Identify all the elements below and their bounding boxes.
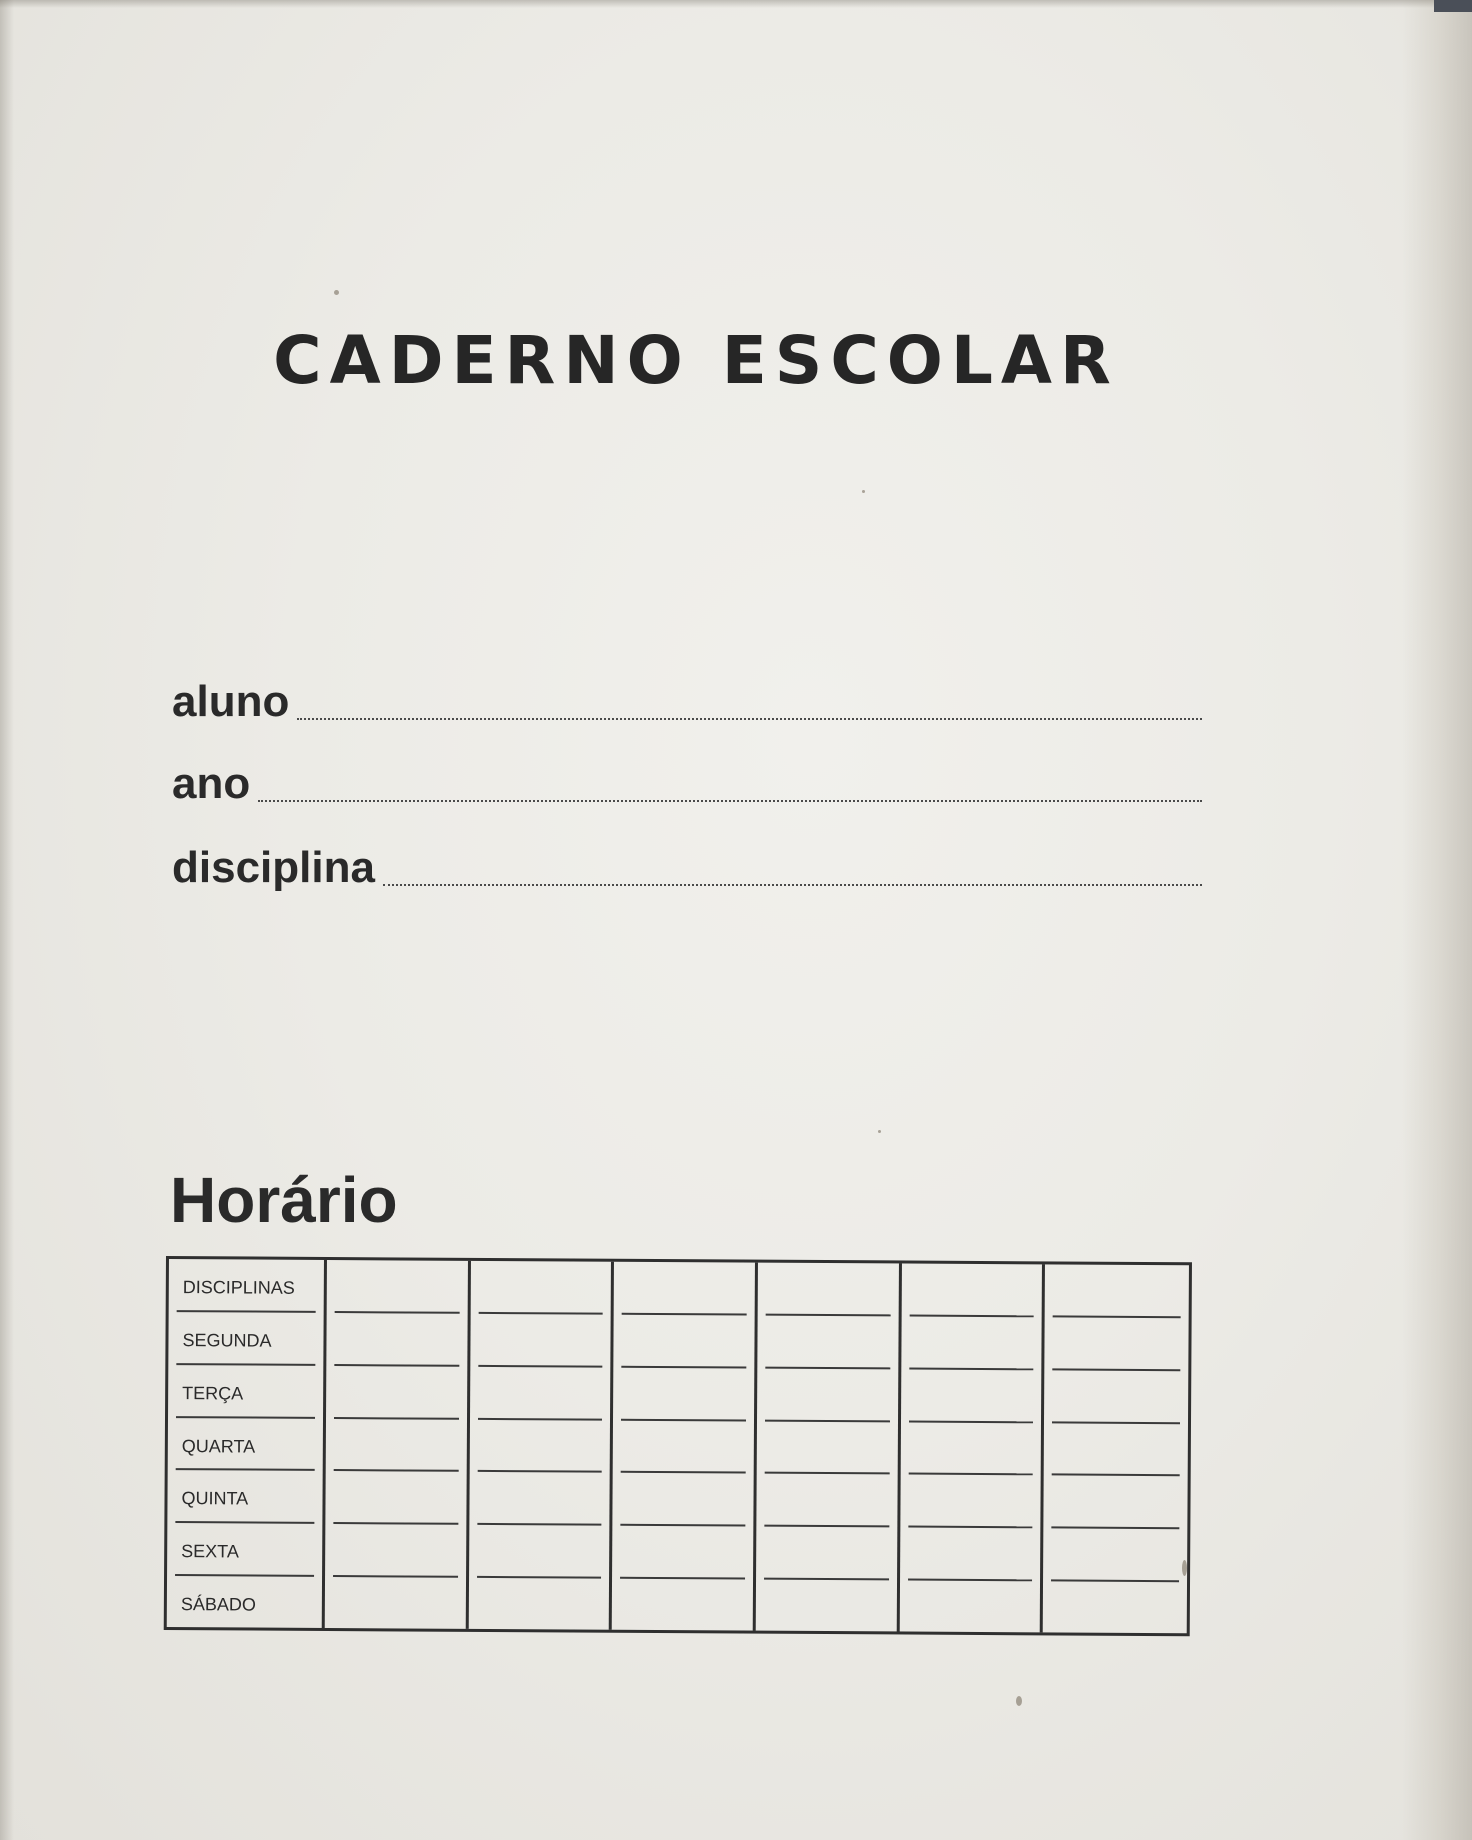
schedule-day-cell [176,1312,315,1366]
schedule-blank-column [612,1262,758,1631]
schedule-day-cell [176,1365,315,1419]
schedule-blank-column [756,1263,902,1632]
schedule-blank-cell[interactable] [478,1314,603,1368]
schedule-day-label: SEGUNDA [182,1329,272,1351]
schedule-blank-cell[interactable] [620,1579,745,1631]
schedule-blank-column [899,1263,1045,1632]
schedule-day-label: QUARTA [181,1435,256,1457]
schedule-day-label: QUINTA [181,1488,249,1509]
schedule-day-label: SÁBADO [180,1594,256,1615]
aluno-line[interactable] [297,718,1202,720]
schedule-blank-cell[interactable] [620,1526,745,1580]
schedule-blank-cell[interactable] [621,1473,746,1527]
schedule-blank-cell[interactable] [477,1472,602,1526]
schedule-blank-cell[interactable] [1052,1476,1180,1530]
schedule-day-cell [176,1418,315,1472]
schedule-blank-cell[interactable] [1052,1370,1180,1424]
schedule-blank-cell[interactable] [766,1263,891,1317]
schedule-blank-cell[interactable] [477,1419,602,1473]
paper-speck [862,490,865,493]
schedule-blank-cell[interactable] [1051,1529,1179,1583]
paper-edge-top [0,0,1472,8]
schedule-header-cell [177,1259,316,1313]
schedule-blank-cell[interactable] [908,1422,1033,1476]
paper-speck [1016,1696,1022,1706]
schedule-blank-cell[interactable] [908,1475,1033,1529]
schedule-table [164,1256,1192,1636]
schedule-blank-cell[interactable] [908,1528,1033,1582]
paper-speck [878,1130,881,1133]
disciplina-label: disciplina [172,843,375,892]
schedule-title: Horário [170,1164,398,1236]
schedule-blank-cell[interactable] [334,1366,459,1420]
aluno-label: aluno [172,677,290,726]
schedule-day-column [167,1259,327,1628]
schedule-blank-cell[interactable] [477,1525,602,1579]
schedule-day-label: TERÇA [182,1382,244,1404]
schedule-blank-cell[interactable] [909,1369,1034,1423]
schedule-blank-cell[interactable] [333,1577,458,1629]
schedule-blank-cell[interactable] [622,1262,747,1316]
page-title: CADERNO ESCOLAR [273,322,1119,399]
schedule-blank-cell[interactable] [334,1313,459,1367]
schedule-blank-cell[interactable] [333,1471,458,1525]
ano-line[interactable] [258,800,1202,802]
schedule-blank-cell[interactable] [1052,1423,1180,1477]
paper-speck [334,290,339,295]
schedule-header-label: DISCIPLINAS [182,1277,295,1298]
schedule-blank-cell[interactable] [333,1524,458,1578]
schedule-blank-column [325,1260,471,1629]
schedule-blank-cell[interactable] [764,1527,889,1581]
schedule-blank-cell[interactable] [478,1261,603,1315]
schedule-blank-cell[interactable] [335,1260,460,1314]
schedule-day-cell [175,1471,314,1525]
schedule-blank-cell[interactable] [765,1421,890,1475]
schedule-blank-cell[interactable] [1053,1317,1181,1371]
aluno-field[interactable] [172,668,1202,728]
schedule-day-cell [175,1523,314,1577]
paper-corner [1434,0,1472,12]
schedule-blank-cell[interactable] [765,1316,890,1370]
ano-field[interactable] [172,750,1202,810]
schedule-blank-cell[interactable] [1053,1264,1181,1318]
paper-edge-left [0,0,14,1840]
ano-label: ano [172,759,251,808]
schedule-blank-cell[interactable] [907,1581,1032,1633]
schedule-blank-cell[interactable] [334,1419,459,1473]
schedule-blank-cell[interactable] [909,1316,1034,1370]
paper-edge-right [1402,0,1472,1840]
schedule-blank-column [468,1261,614,1630]
schedule-blank-cell[interactable] [621,1420,746,1474]
schedule-blank-column [1043,1264,1189,1633]
schedule-blank-cell[interactable] [478,1367,603,1421]
schedule-day-label: SEXTA [181,1541,239,1562]
disciplina-field[interactable] [172,834,1202,894]
schedule-blank-cell[interactable] [476,1578,601,1630]
schedule-blank-cell[interactable] [764,1474,889,1528]
schedule-blank-cell[interactable] [765,1368,890,1422]
schedule-blank-cell[interactable] [622,1315,747,1369]
schedule-day-cell [175,1576,314,1628]
schedule-blank-cell[interactable] [621,1368,746,1422]
schedule-blank-cell[interactable] [764,1580,889,1632]
schedule-blank-cell[interactable] [909,1264,1034,1318]
disciplina-line[interactable] [383,884,1202,886]
schedule-blank-cell[interactable] [1051,1582,1179,1634]
